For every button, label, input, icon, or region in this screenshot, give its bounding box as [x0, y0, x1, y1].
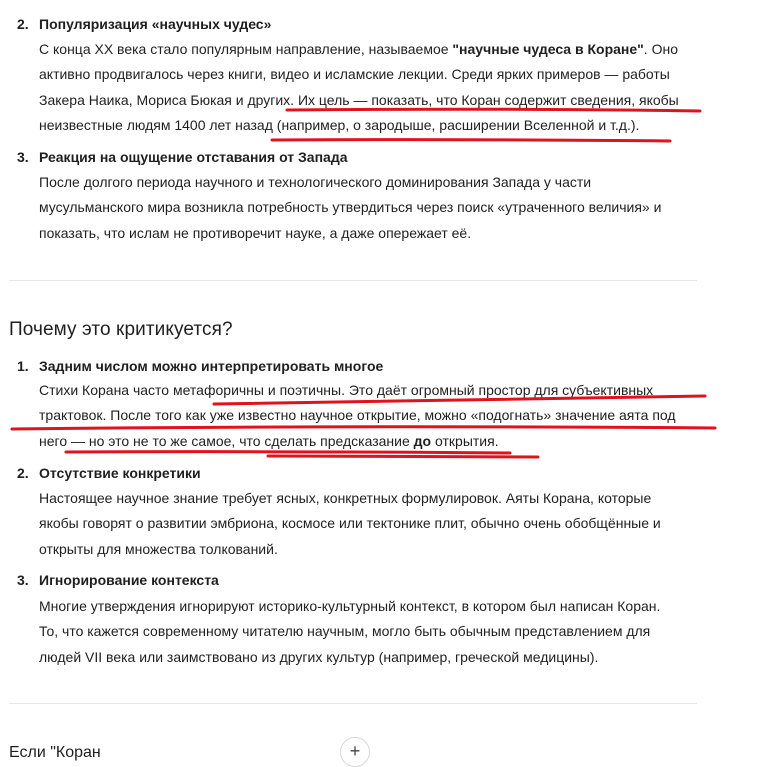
- list-item-paragraph: [39, 378, 699, 454]
- list-item-title: Реакция на ощущение отставания от Запада: [39, 149, 348, 165]
- list-item-title: Игнорирование контекста: [39, 572, 219, 588]
- paragraph-line: Настоящее научное знание требует ясных, конкретных формулировок. Аяты Корана, которые: [39, 490, 652, 506]
- list-item-title: Задним числом можно интерпретировать многое: [39, 358, 384, 374]
- next-section-heading: Если "Коран: [9, 744, 101, 761]
- section-divider: [9, 280, 697, 281]
- paragraph-line: То, что кажется современному читателю научным, могло быть обычным представлением для: [39, 623, 651, 640]
- paragraph-line: С конца XX века стало популярным направление, называемое "научные чудеса в Коране". Оно: [39, 41, 678, 57]
- red-underline-mark: [268, 456, 538, 457]
- paragraph-line: людей VII века или заимствовано из других культур (например, греческой медицины).: [39, 648, 599, 665]
- list-number: 2.: [17, 465, 29, 481]
- paragraph-line: активно продвигалось через книги, видео и исламские лекции. Среди ярких примеров — работы: [39, 66, 670, 83]
- list-number: 3.: [17, 149, 29, 165]
- paragraph-line: якобы говорят о развитии эмбриона, космосе или тектонике плит, обычно очень обобщённые и: [39, 515, 661, 532]
- list-item-paragraph: [39, 594, 699, 670]
- section-divider: [9, 703, 697, 704]
- list-item-paragraph: [39, 37, 699, 138]
- list-number: 1.: [17, 358, 29, 374]
- paragraph-line: Стихи Корана часто метафоричны и поэтичны. Это даёт огромный простор для субъективных: [39, 382, 654, 398]
- bold-phrase: "научные чудеса в Коране": [452, 41, 644, 57]
- paragraph-line: неизвестные людям 1400 лет назад (например, о зародыше, расширении Вселенной и т.д.).: [39, 116, 640, 133]
- list-item-paragraph: [39, 170, 699, 246]
- paragraph-line: Многие утверждения игнорируют историко-культурный контекст, в котором был написан Коран.: [39, 598, 661, 614]
- list-number: 2.: [17, 16, 29, 32]
- add-button[interactable]: +: [340, 737, 370, 767]
- paragraph-line: трактовок. После того как уже известно научное открытие, можно «подогнать» значение аята под: [39, 407, 676, 424]
- paragraph-line: мусульманского мира возникла потребность утвердиться через поиск «утраченного величия» и: [39, 199, 662, 216]
- list-item-title: Популяризация «научных чудес»: [39, 16, 272, 32]
- paragraph-line: него — но это не то же самое, что сделать предсказание до открытия.: [39, 432, 499, 449]
- list-item-paragraph: [39, 486, 699, 562]
- red-underline-mark: [272, 140, 670, 141]
- bold-word: до: [413, 432, 432, 449]
- paragraph-line: После долгого периода научного и технологического доминирования Запада у части: [39, 174, 592, 190]
- section-heading: Почему это критикуется?: [9, 319, 233, 340]
- paragraph-line: Закера Наика, Мориса Бюкая и других. Их цель — показать, что Коран содержит сведения, якобы: [39, 91, 679, 108]
- list-number: 3.: [17, 572, 29, 588]
- paragraph-line: показать, что ислам не противоречит науке, а даже опережает её.: [39, 224, 472, 241]
- list-item-title: Отсутствие конкретики: [39, 465, 201, 481]
- paragraph-line: открыты для множества толкований.: [39, 540, 278, 557]
